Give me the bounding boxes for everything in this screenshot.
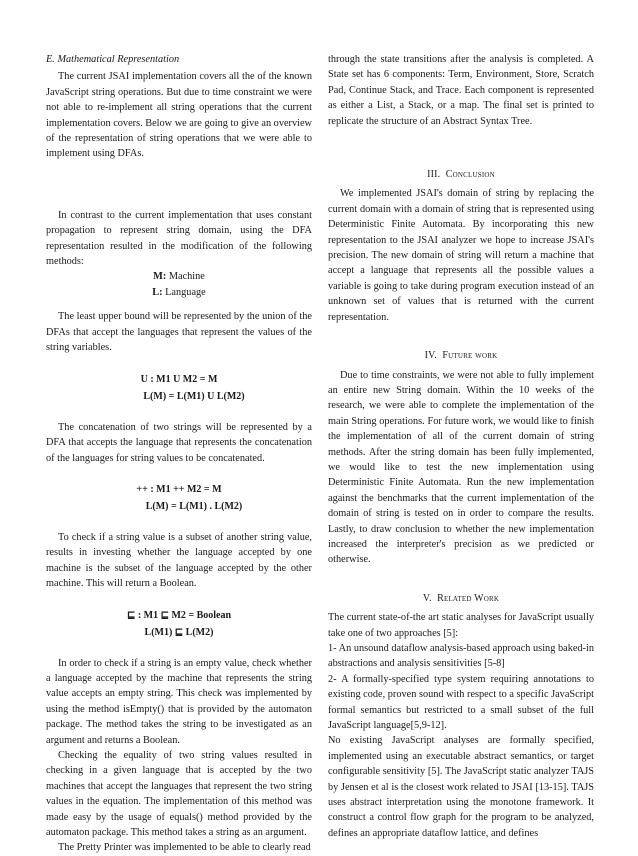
- formula-union: [46, 371, 312, 405]
- formula-line: L(M) = L(M1) U L(M2): [143, 390, 245, 402]
- section-title: Related Work: [437, 592, 500, 604]
- paragraph: No existing JavaScript analyses are formally specified, implemented using an executable abstract semantics, or target configurable sensitivity [5]. The JavaScript static analyzer TAJS by Jensen et al is the closest work related to JSAI [13-15]. TAJS uses abstract interpretation using the monotone framework. It construct a control flow graph for the program to be analyzed, defines an appropriate dataflow lattice, and defines: [328, 735, 594, 839]
- formula-line: ++ : M1 ++ M2 = M: [136, 483, 222, 495]
- related-work-body: [328, 610, 594, 841]
- formula-line: L(M1) ⊑ L(M2): [144, 626, 214, 638]
- left-column: [46, 52, 312, 856]
- paragraph: The current JSAI implementation covers all the of the known JavaScript string operations. But due to time constraint we were not able to re-implement all string operations that the current implementation covers. Below we are going to give an overview of the representation of string operations that we were able to implement using DFAs.: [46, 71, 312, 160]
- definition-key: L:: [152, 287, 163, 299]
- paragraph: Checking the equality of two string values resulted in checking in a given language that is accepted by the two machines that accept the languages that represent the two string values in the equation. The implementation of this method was made easy by the usage of equals() method provided by the automaton package. This method takes a string as an argument.: [46, 749, 312, 838]
- paragraph: In order to check if a string is an empty value, check whether a language accepted by the machine that represents the string value accepts an empty string. This check was implemented by using the method isEmpty() that is provided by the automaton package. The method takes the string to be investigated as an argument and returns a Boolean.: [46, 657, 312, 746]
- subsection-heading: E. Mathematical Representation: [46, 54, 180, 65]
- section-number: IV.: [424, 350, 437, 362]
- paragraph: We implemented JSAI's domain of string by replacing the current domain with a domain of string that is represented using Deterministic Finite Automata. By incorporating this new representation to the JSAI analyzer we hope to increase JSAI's precision. The new domain of string will return a machine that accept a language that represents all the possible values a variable is going to take during program execution instead of an unknown set of values that is returned with the current representation.: [328, 188, 594, 323]
- definition-machine: [46, 269, 312, 285]
- list-item: 2- A formally-specified type system requiring annotations to existing code, proven sound with respect to a specific JavaScript formal semantics but restricted to a small subset of the full JavaScript language[5,9-12].: [328, 673, 594, 732]
- section-heading-conclusion: [328, 167, 594, 182]
- section-title: Future work: [442, 350, 498, 362]
- paragraph: The current state-of-the art static analyses for JavaScript usually take one of two approaches [5]:: [328, 612, 594, 639]
- definition-value: Machine: [166, 271, 205, 283]
- right-column: [328, 52, 594, 841]
- paragraph: Due to time constraints, we were not able to fully implement an entire new String domain. Within the 10 weeks of the research, we were able to complete the implementation of the main String operations. For future work, we would like to finish the implementation of all of the current domain of string methods. After the string domain has been fully implemented, we would like to test the new implementation using Deterministic Finite Automata. Run the new implementation against the benchmarks that the current implementation of the domain of string is tested on in order to compare the results. Lastly, to draw conclusion to whether the new implementation increased the interpreter's precision as we predicted or otherwise.: [328, 369, 594, 566]
- definition-language: [46, 285, 312, 301]
- formula-line: ⊑ : M1 ⊑ M2 = Boolean: [126, 609, 232, 621]
- paragraph: through the state transitions after the analysis is completed. A State set has 6 components: Term, Environment, Store, Scratch Pad, Continue Stack, and Trace. Each component is represented as either a List, a Stack, or a map. The final set is printed to replicate the structure of an Abstract Syntax Tree.: [328, 54, 594, 127]
- formula-line: L(M) = L(M1) . L(M2): [145, 500, 243, 512]
- paragraph: The least upper bound will be represented by the union of the DFAs that accept the languages that represent the values of the string variables.: [46, 311, 312, 354]
- paragraph: The concatenation of two strings will be represented by a DFA that accepts the language that represents the concatenation of the languages for string values to be concatenated.: [46, 421, 312, 464]
- list-item: 1- An unsound dataflow analysis-based approach using baked-in abstractions and analysis sensitivities [5-8]: [328, 643, 594, 670]
- formula-line: U : M1 U M2 = M: [140, 373, 218, 385]
- section-title: Conclusion: [445, 169, 495, 181]
- section-heading-future-work: [328, 348, 594, 363]
- formula-concat: [46, 481, 312, 515]
- paragraph: In contrast to the current implementation that uses constant propagation to represent string domain, using the DFA representation resulted in the modification of the following methods:: [46, 209, 312, 268]
- paragraph: To check if a string value is a subset of another string value, results in investing whether the language accepted by one machine is the subset of the language accepted by the other machine. This will return a Boolean.: [46, 531, 312, 590]
- paragraph: The Pretty Printer was implemented to be able to clearly read: [58, 842, 311, 854]
- section-number: V.: [422, 592, 432, 604]
- definition-value: Language: [162, 287, 206, 299]
- section-number: III.: [427, 169, 441, 181]
- section-heading-related-work: [328, 591, 594, 606]
- definition-key: M:: [153, 271, 167, 283]
- formula-subset: [46, 607, 312, 641]
